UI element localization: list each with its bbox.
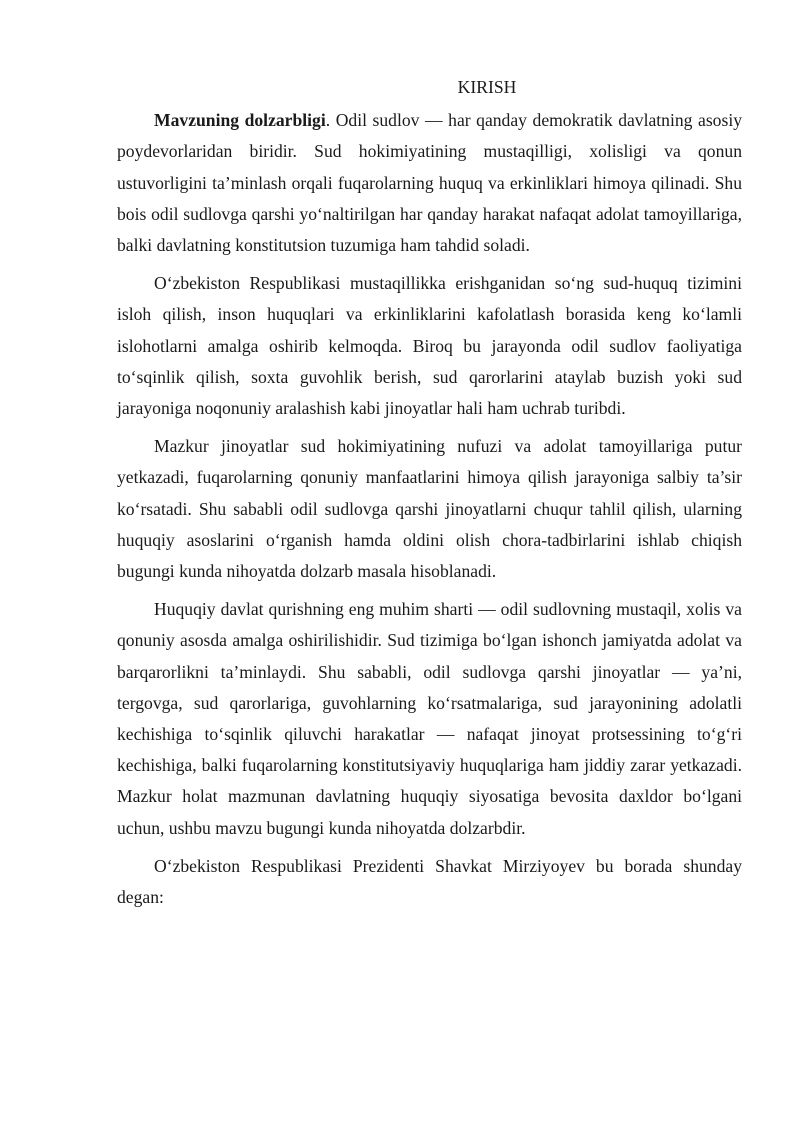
paragraph-president-quote-intro: O‘zbekiston Respublikasi Prezidenti Shavkat Mirziyoyev bu borada shunday degan: xyxy=(117,855,742,908)
paragraph-rule-of-law: Huquqiy davlat qurishning eng muhim sharti — odil sudlovning mustaqil, xolis va qonuniy asosda amalga oshirilishidir. Sud tizimiga bo‘lgan ishonch jamiyatda adolat va barqarorlikni ta’minlaydi. Shu sababli, odil sudlovga qarshi jinoyatlar — ya’ni, tergovga, sud qarorlariga, guvohlarning ko‘rsatmalariga, sud jarayonining adolatli kechishiga to‘sqinlik qiluvchi harakatlar — nafaqat jinoyat protsessining to‘g‘ri kechishiga, balki fuqarolarning konstitutsiyaviy huquqlariga ham jiddiy zarar yetkazadi. Mazkur holat mazmunan davlatning huquqiy siyosatiga bevosita daxldor bo‘lgani uchun, ushbu mavzu bugungi kunda nihoyatda dolzarbdir. xyxy=(117,599,742,838)
document-body xyxy=(117,72,742,920)
paragraph-relevance xyxy=(117,105,742,261)
paragraph-reforms: O‘zbekiston Respublikasi mustaqillikka erishganidan so‘ng sud-huquq tizimini isloh qilish, inson huquqlari va erkinliklarini kafolatlash borasida keng ko‘lamli islohotlarni amalga oshirib kelmoqda. Biroq bu jarayonda odil sudlov faoliyatiga to‘sqinlik qilish, soxta guvohlik berish, sud qarorlarini ataylab buzish yoki sud jarayoniga noqonuniy aralashish kabi jinoyatlar hali ham uchrab turibdi. xyxy=(117,273,742,419)
paragraph-lead: Mavzuning dolzarbligi xyxy=(154,110,326,131)
paragraph-crimes-impact: Mazkur jinoyatlar sud hokimiyatining nufuzi va adolat tamoyillariga putur yetkazadi, fuqarolarning qonuniy manfaatlarini himoya qilish jarayoniga salbiy ta’sir ko‘rsatadi. Shu sababli odil sudlovga qarshi jinoyatlarni chuqur tahlil qilish, ularning huquqiy asoslarini o‘rganish hamda oldini olish chora-tadbirlarini ishlab chiqish bugungi kunda nihoyatda dolzarb masala hisoblanadi. xyxy=(117,436,742,582)
section-heading: KIRISH xyxy=(457,77,517,97)
paragraph-text: Odil sudlov — har qanday demokratik davlatning asosiy poydevorlaridan biridir. Sud hokimiyatining mustaqilligi, xolisligi va qonun ustuvorligini ta’minlash orqali fuqarolarning huquq va erkinliklari himoya qilinadi. Shu bois odil sudlovga qarshi yo‘naltirilgan har qanday harakat nafaqat adolat tamoyillariga, balki davlatning konstitutsion tuzumiga ham tahdid soladi. xyxy=(117,110,742,256)
paragraph-lead-suffix: . xyxy=(325,110,336,131)
